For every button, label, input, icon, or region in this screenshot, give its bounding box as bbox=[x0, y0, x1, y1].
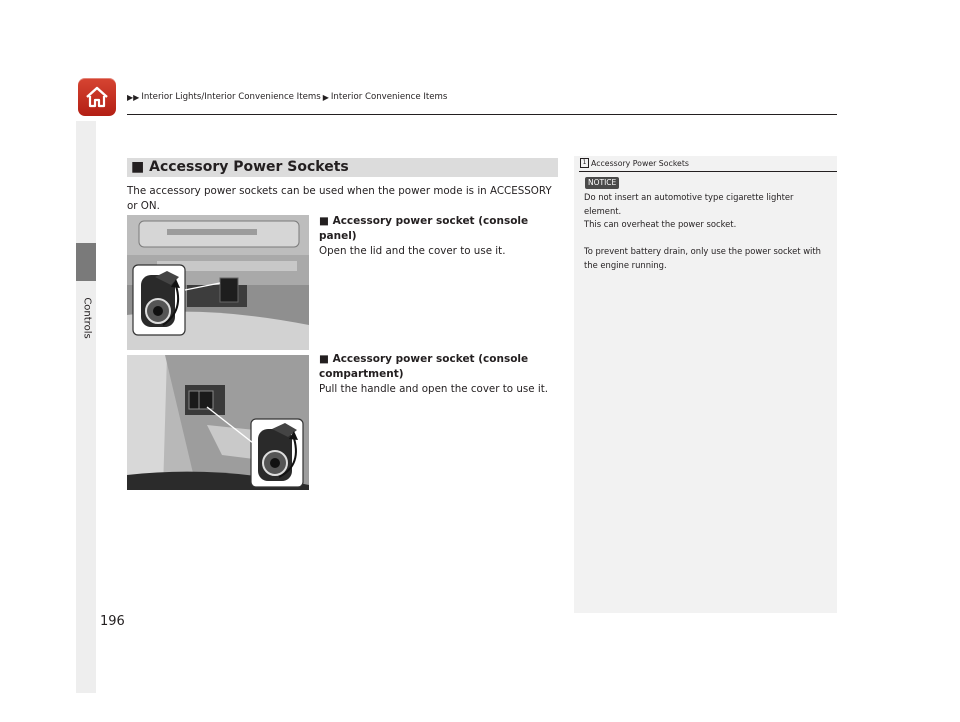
breadcrumb-link-interior-lights[interactable]: Interior Lights/Interior Convenience Items bbox=[141, 92, 321, 102]
item-title bbox=[319, 352, 559, 382]
notice-badge: NOTICE bbox=[585, 177, 619, 189]
note-divider bbox=[579, 171, 837, 172]
side-tab-marker bbox=[76, 243, 96, 281]
section-intro: The accessory power sockets can be used when the power mode is in ACCESSORY or ON. bbox=[127, 185, 552, 212]
note-text-3: To prevent battery drain, only use the power socket with the engine running. bbox=[584, 246, 821, 270]
breadcrumb-arrow-icon: ▶▶ bbox=[127, 92, 140, 102]
header-divider bbox=[127, 114, 837, 115]
item-bullet-icon: ■ bbox=[319, 215, 329, 227]
note-text-1: Do not insert an automotive type cigarette lighter element. bbox=[584, 192, 794, 216]
console-panel-socket-photo bbox=[127, 215, 309, 350]
note-ref-icon: 1 bbox=[580, 158, 589, 168]
section-title bbox=[131, 158, 349, 177]
home-icon bbox=[84, 84, 110, 110]
side-tab-label[interactable]: Controls bbox=[81, 297, 93, 339]
item-console-compartment bbox=[319, 352, 559, 397]
page-number: 196 bbox=[100, 614, 125, 629]
note-text-2: This can overheat the power socket. bbox=[584, 219, 737, 229]
home-button[interactable] bbox=[78, 78, 116, 116]
breadcrumb-current: Interior Convenience Items bbox=[330, 92, 448, 102]
breadcrumb bbox=[127, 92, 447, 102]
note-heading-text: Accessory Power Sockets bbox=[591, 158, 689, 168]
item-body: Open the lid and the cover to use it. bbox=[319, 245, 506, 257]
item-title-text: Accessory power socket (console panel) bbox=[319, 215, 529, 242]
breadcrumb-arrow-icon: ▶ bbox=[322, 92, 329, 102]
item-title bbox=[319, 214, 559, 244]
note-heading bbox=[580, 158, 689, 168]
item-bullet-icon: ■ bbox=[319, 353, 329, 365]
item-title-text: Accessory power socket (console compartment) bbox=[319, 353, 529, 380]
item-console-panel bbox=[319, 214, 559, 259]
section-bullet-icon: ■ bbox=[131, 159, 145, 175]
section-title-text: Accessory Power Sockets bbox=[149, 159, 349, 175]
console-compartment-socket-photo bbox=[127, 355, 309, 490]
item-body: Pull the handle and open the cover to use it. bbox=[319, 383, 549, 395]
side-tab-strip bbox=[76, 121, 96, 693]
